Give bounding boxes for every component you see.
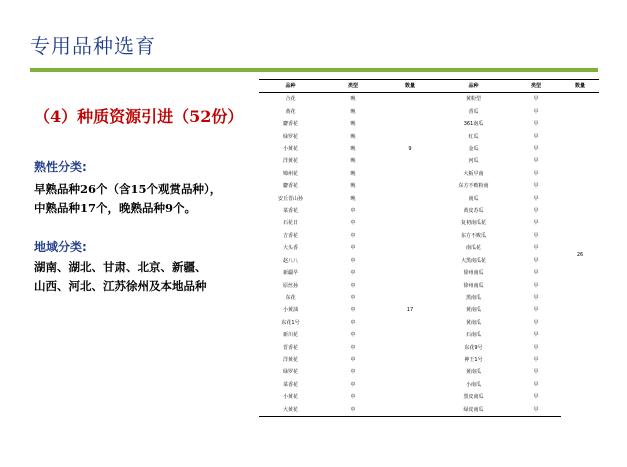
cell-type: 晚 (350, 133, 356, 140)
cell-type: 早 (533, 270, 539, 277)
cell-variety: 合花 (285, 96, 296, 103)
header-count: 数量 (384, 80, 436, 93)
cell-type: 中 (350, 257, 356, 264)
cell-variety: 菜香花 (282, 208, 298, 215)
maturity-line: 中熟品种17个，晚熟品种9个。 (34, 201, 197, 215)
table-row (259, 292, 599, 304)
cell-type: 中 (350, 232, 356, 239)
cell-count: 9 (408, 146, 412, 153)
cell-count (384, 379, 436, 391)
region-label: 地域分类: (34, 240, 87, 254)
table-row (259, 118, 599, 130)
cell-variety: 新疆早 (282, 270, 298, 277)
cell-count (384, 106, 436, 118)
cell-type: 早 (533, 257, 539, 264)
cell-variety: 小黄花 (282, 146, 298, 153)
cell-variety: 石花日 (282, 220, 298, 227)
cell-type: 中 (322, 404, 384, 417)
cell-count (384, 404, 436, 417)
maturity-label: 熟性分类: (34, 160, 87, 174)
cell-variety: 黄粉型 (465, 96, 481, 103)
cell-type: 中 (350, 381, 356, 388)
table-row (259, 329, 599, 341)
cell-type: 中 (350, 307, 356, 314)
cell-type: 晚 (350, 158, 356, 165)
cell-variety: 黑南瓜 (465, 294, 481, 301)
cell-count (384, 230, 436, 242)
cell-variety: 绿罗花 (282, 369, 298, 376)
header-type: 类型 (322, 80, 384, 93)
table-row (259, 242, 599, 254)
variety-table (259, 79, 599, 417)
cell-type: 中 (350, 294, 356, 301)
table-row (259, 317, 599, 329)
cell-type: 中 (350, 270, 356, 277)
cell-count (384, 193, 436, 205)
cell-variety: 小黄油 (282, 307, 298, 314)
table-row (259, 379, 599, 391)
section-heading: （4）种质资源引进（52份） (34, 107, 244, 126)
cell-variety: 黄花 (285, 108, 296, 115)
cell-type: 早 (533, 356, 539, 363)
cell-variety: 绿皮南瓜 (436, 404, 511, 417)
cell-type: 早 (533, 96, 539, 103)
table-row (259, 93, 599, 106)
cell-type: 早 (533, 146, 539, 153)
table-row (259, 304, 599, 316)
cell-variety: 神王1号 (464, 356, 483, 363)
cell-type: 早 (533, 307, 539, 314)
maturity-line: 早熟品种26个（含15个观赏品种）， (34, 182, 222, 196)
cell-type: 早 (533, 294, 539, 301)
cell-variety: 大板早南 (463, 170, 484, 177)
cell-variety: 南瓜 (468, 195, 479, 202)
cell-variety: 黄南瓜 (465, 319, 481, 326)
cell-type: 晚 (350, 121, 356, 128)
cell-type: 早 (511, 404, 561, 417)
cell-type: 晚 (350, 183, 356, 190)
table-row (259, 217, 599, 229)
cell-variety: 复初南瓜花 (460, 220, 486, 227)
header-type: 类型 (511, 80, 561, 93)
cell-count (384, 317, 436, 329)
table-row (259, 342, 599, 354)
cell-count (384, 217, 436, 229)
cell-variety: 东花1号 (281, 319, 300, 326)
cell-count (384, 118, 436, 130)
cell-variety: 原丝孙 (282, 282, 298, 289)
table-row (259, 143, 599, 155)
cell-type: 早 (533, 344, 539, 351)
table-row (259, 205, 599, 217)
region-line: 山西、河北、江苏徐州及本地品种 (34, 279, 207, 293)
cell-type: 中 (350, 332, 356, 339)
cell-type: 中 (350, 220, 356, 227)
cell-type: 早 (533, 108, 539, 115)
cell-type: 中 (350, 319, 356, 326)
cell-variety: 大黄花 (259, 404, 322, 417)
cell-type: 早 (533, 332, 539, 339)
cell-variety: 徐州南瓜 (463, 270, 484, 277)
cell-variety: 洋黄花 (282, 356, 298, 363)
cell-variety: 徐州南瓜 (463, 282, 484, 289)
title-rule (30, 68, 598, 72)
cell-type: 早 (533, 232, 539, 239)
table-row (259, 391, 599, 403)
region-text (34, 258, 207, 296)
slide-title: 专用品种选育 (30, 34, 156, 58)
cell-count (384, 267, 436, 279)
cell-variety: 麝香花 (282, 121, 298, 128)
cell-type: 早 (533, 369, 539, 376)
cell-count (384, 168, 436, 180)
cell-count (384, 280, 436, 292)
cell-type: 早 (533, 394, 539, 401)
cell-count (384, 180, 436, 192)
cell-count (384, 131, 436, 143)
cell-count (384, 155, 436, 167)
cell-count (384, 366, 436, 378)
table-row (259, 106, 599, 118)
table-row (259, 131, 599, 143)
cell-variety: 黄南瓜 (465, 307, 481, 314)
cell-variety: 安丘晋山孙 (277, 195, 303, 202)
cell-type: 早 (533, 170, 539, 177)
cell-variety: 菜香花 (282, 381, 298, 388)
cell-type: 早 (533, 158, 539, 165)
cell-variety: 大黑南瓜花 (460, 257, 486, 264)
cell-type: 早 (533, 195, 539, 202)
cell-type: 中 (350, 282, 356, 289)
cell-variety: 晋香花 (282, 344, 298, 351)
cell-type: 晚 (350, 170, 356, 177)
cell-type: 中 (350, 208, 356, 215)
cell-type: 中 (350, 356, 356, 363)
table-row (259, 255, 599, 267)
cell-variety: 金瓜 (468, 146, 479, 153)
cell-variety: 东花 (285, 294, 296, 301)
cell-type: 早 (533, 183, 539, 190)
cell-variety: 小南瓜 (465, 381, 481, 388)
table-row (259, 354, 599, 366)
cell-count (384, 329, 436, 341)
cell-variety: 河瓜 (468, 158, 479, 165)
maturity-text (34, 180, 221, 218)
cell-type: 早 (533, 208, 539, 215)
cell-variety: 黄南瓜 (465, 369, 481, 376)
header-variety: 品种 (436, 80, 511, 93)
cell-type: 中 (350, 344, 356, 351)
cell-count (384, 205, 436, 217)
cell-variety: 小黄花 (282, 394, 298, 401)
cell-type: 早 (533, 121, 539, 128)
cell-count (384, 255, 436, 267)
table-row (259, 230, 599, 242)
table-row (259, 366, 599, 378)
cell-count: 17 (406, 307, 414, 314)
cell-type: 早 (533, 220, 539, 227)
cell-type: 中 (350, 394, 356, 401)
cell-variety: 黑皮南瓜 (463, 394, 484, 401)
cell-type: 早 (533, 381, 539, 388)
cell-variety: 麝香花 (282, 183, 298, 190)
cell-type: 晚 (350, 146, 356, 153)
cell-variety: 香瓜 (468, 108, 479, 115)
cell-type: 晚 (350, 96, 356, 103)
cell-variety: 东方不败粉南 (458, 183, 489, 190)
cell-type: 早 (533, 245, 539, 252)
header-count: 数量 (561, 80, 599, 93)
cell-variety: 东方不败瓜 (460, 232, 486, 239)
cell-variety: 石南瓜 (465, 332, 481, 339)
cell-type: 早 (533, 133, 539, 140)
cell-count (384, 342, 436, 354)
cell-variety: 吉香花 (282, 232, 298, 239)
table-row (259, 180, 599, 192)
cell-variety: 红瓜 (468, 133, 479, 140)
table-row (259, 155, 599, 167)
cell-type: 中 (350, 245, 356, 252)
cell-count (384, 354, 436, 366)
table-row (259, 267, 599, 279)
cell-type: 晚 (350, 195, 356, 202)
table-row (259, 193, 599, 205)
cell-type: 早 (533, 282, 539, 289)
table-row (259, 168, 599, 180)
table-row (259, 404, 599, 417)
cell-count (384, 93, 436, 106)
cell-type: 晚 (350, 108, 356, 115)
cell-variety: 赵八八 (282, 257, 298, 264)
cell-variety: 黄皮苏瓜 (463, 208, 484, 215)
cell-type: 中 (350, 369, 356, 376)
cell-count-early: 26 (576, 251, 584, 258)
cell-variety: 新川花 (282, 332, 298, 339)
table-header-row (259, 80, 599, 93)
cell-type: 早 (533, 319, 539, 326)
cell-variety: 南瓜花 (465, 245, 481, 252)
cell-variety: 东花9号 (464, 344, 483, 351)
table-row (259, 280, 599, 292)
cell-count (384, 242, 436, 254)
cell-variety: 绿罗花 (282, 133, 298, 140)
cell-variety: 锦州花 (282, 170, 298, 177)
cell-variety: 大头香 (282, 245, 298, 252)
cell-variety: 361南瓜 (463, 121, 484, 128)
region-line: 湖南、湖北、甘肃、北京、新疆、 (34, 260, 207, 274)
cell-variety: 洋黄花 (282, 158, 298, 165)
header-variety: 品种 (259, 80, 322, 93)
cell-count (384, 292, 436, 304)
cell-count (384, 391, 436, 403)
